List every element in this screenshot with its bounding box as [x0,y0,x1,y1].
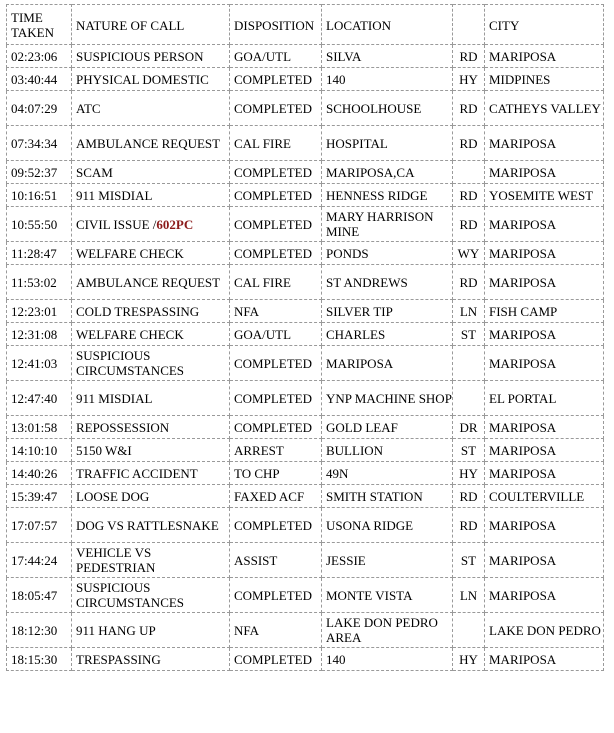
cell-location: PONDS [322,242,453,265]
table-row [7,184,604,207]
cell-city: MARIPOSA [485,126,604,161]
cell-nature: DOG VS RATTLESNAKE [72,508,230,543]
table-row [7,462,604,485]
cell-disposition: COMPLETED [230,242,322,265]
cell-nature: SUSPICIOUS CIRCUMSTANCES [72,578,230,613]
cell-suffix: DR [453,416,485,439]
cell-suffix: RD [453,508,485,543]
cell-city: MARIPOSA [485,648,604,671]
cell-suffix: HY [453,68,485,91]
table-row [7,265,604,300]
cell-location: SILVER TIP [322,300,453,323]
cell-nature: SCAM [72,161,230,184]
table-row [7,45,604,68]
cell-disposition: COMPLETED [230,578,322,613]
cell-time: 12:47:40 [7,381,72,416]
cell-location: MARY HARRISON MINE [322,207,453,242]
cell-disposition: COMPLETED [230,381,322,416]
cell-city: MARIPOSA [485,439,604,462]
table-row [7,91,604,126]
cell-suffix [453,381,485,416]
cell-suffix: LN [453,578,485,613]
cell-location: GOLD LEAF [322,416,453,439]
cell-time: 15:39:47 [7,485,72,508]
cell-disposition: GOA/UTL [230,323,322,346]
header-time: TIME TAKEN [7,5,72,45]
cell-time: 03:40:44 [7,68,72,91]
cell-disposition: ARREST [230,439,322,462]
call-log-table [6,4,604,671]
cell-city: COULTERVILLE [485,485,604,508]
header-location: LOCATION [322,5,453,45]
cell-time: 04:07:29 [7,91,72,126]
cell-location: MARIPOSA,CA [322,161,453,184]
cell-city: MARIPOSA [485,543,604,578]
cell-suffix: RD [453,485,485,508]
cell-suffix: WY [453,242,485,265]
cell-city: MARIPOSA [485,578,604,613]
cell-suffix: LN [453,300,485,323]
cell-time: 18:05:47 [7,578,72,613]
cell-city: MIDPINES [485,68,604,91]
cell-disposition: COMPLETED [230,346,322,381]
cell-disposition: COMPLETED [230,416,322,439]
cell-location: 140 [322,648,453,671]
table-row [7,416,604,439]
cell-disposition: GOA/UTL [230,45,322,68]
cell-nature: 911 MISDIAL [72,381,230,416]
cell-suffix [453,613,485,648]
cell-disposition: NFA [230,300,322,323]
table-row [7,381,604,416]
cell-location: SMITH STATION [322,485,453,508]
cell-nature: COLD TRESPASSING [72,300,230,323]
cell-city: CATHEYS VALLEY [485,91,604,126]
cell-nature: WELFARE CHECK [72,323,230,346]
cell-location: USONA RIDGE [322,508,453,543]
cell-city: MARIPOSA [485,45,604,68]
cell-nature: 5150 W&I [72,439,230,462]
cell-location: 140 [322,68,453,91]
cell-nature: TRAFFIC ACCIDENT [72,462,230,485]
cell-nature [72,207,230,242]
table-row [7,578,604,613]
cell-disposition: CAL FIRE [230,265,322,300]
cell-disposition: COMPLETED [230,91,322,126]
cell-city: MARIPOSA [485,323,604,346]
cell-city: LAKE DON PEDRO [485,613,604,648]
table-row [7,68,604,91]
table-row [7,346,604,381]
table-row [7,300,604,323]
cell-suffix: ST [453,439,485,462]
cell-location: SCHOOLHOUSE [322,91,453,126]
cell-disposition: ASSIST [230,543,322,578]
cell-nature: VEHICLE VS PEDESTRIAN [72,543,230,578]
cell-nature: TRESPASSING [72,648,230,671]
cell-disposition: FAXED ACF [230,485,322,508]
penal-code-label: 602PC [156,216,194,232]
cell-suffix [453,346,485,381]
cell-time: 12:31:08 [7,323,72,346]
cell-time: 02:23:06 [7,45,72,68]
table-row [7,543,604,578]
table-row [7,508,604,543]
cell-time: 17:44:24 [7,543,72,578]
cell-disposition: COMPLETED [230,184,322,207]
cell-disposition: TO CHP [230,462,322,485]
header-city: CITY [485,5,604,45]
cell-suffix: RD [453,207,485,242]
cell-disposition: COMPLETED [230,648,322,671]
nature-text: CIVIL ISSUE / [76,216,157,232]
cell-time: 07:34:34 [7,126,72,161]
cell-city: MARIPOSA [485,242,604,265]
cell-suffix: RD [453,184,485,207]
cell-disposition: COMPLETED [230,207,322,242]
cell-disposition: COMPLETED [230,68,322,91]
cell-location: 49N [322,462,453,485]
cell-time: 17:07:57 [7,508,72,543]
cell-nature: 911 HANG UP [72,613,230,648]
table-row [7,242,604,265]
cell-nature: ATC [72,91,230,126]
cell-location: BULLION [322,439,453,462]
table-row [7,126,604,161]
cell-disposition: COMPLETED [230,161,322,184]
cell-city: MARIPOSA [485,161,604,184]
cell-location: JESSIE [322,543,453,578]
cell-nature: WELFARE CHECK [72,242,230,265]
table-row [7,207,604,242]
cell-disposition: NFA [230,613,322,648]
cell-nature: REPOSSESSION [72,416,230,439]
table-row [7,613,604,648]
header-nature: NATURE OF CALL [72,5,230,45]
cell-disposition: CAL FIRE [230,126,322,161]
cell-location: YNP MACHINE SHOP [322,381,453,416]
cell-time: 09:52:37 [7,161,72,184]
cell-time: 11:28:47 [7,242,72,265]
header-disposition: DISPOSITION [230,5,322,45]
cell-suffix: ST [453,543,485,578]
cell-time: 12:23:01 [7,300,72,323]
cell-suffix: RD [453,45,485,68]
table-row [7,648,604,671]
cell-nature: SUSPICIOUS CIRCUMSTANCES [72,346,230,381]
table-row [7,485,604,508]
cell-suffix: RD [453,91,485,126]
header-row [7,5,604,45]
cell-time: 11:53:02 [7,265,72,300]
cell-location: ST ANDREWS [322,265,453,300]
cell-nature: LOOSE DOG [72,485,230,508]
cell-location: HENNESS RIDGE [322,184,453,207]
cell-city: MARIPOSA [485,265,604,300]
cell-nature: 911 MISDIAL [72,184,230,207]
cell-location: CHARLES [322,323,453,346]
cell-city: FISH CAMP [485,300,604,323]
cell-suffix [453,161,485,184]
cell-location: MARIPOSA [322,346,453,381]
cell-suffix: HY [453,462,485,485]
header-suffix [453,5,485,45]
cell-suffix: ST [453,323,485,346]
cell-city: YOSEMITE WEST [485,184,604,207]
cell-suffix: HY [453,648,485,671]
cell-time: 10:55:50 [7,207,72,242]
cell-suffix: RD [453,265,485,300]
cell-city: MARIPOSA [485,346,604,381]
cell-city: MARIPOSA [485,207,604,242]
cell-time: 18:15:30 [7,648,72,671]
cell-location: MONTE VISTA [322,578,453,613]
table-row [7,439,604,462]
cell-nature: SUSPICIOUS PERSON [72,45,230,68]
cell-location: LAKE DON PEDRO AREA [322,613,453,648]
cell-time: 12:41:03 [7,346,72,381]
cell-time: 14:10:10 [7,439,72,462]
cell-nature: AMBULANCE REQUEST [72,126,230,161]
cell-city: MARIPOSA [485,462,604,485]
cell-time: 14:40:26 [7,462,72,485]
cell-location: HOSPITAL [322,126,453,161]
cell-time: 10:16:51 [7,184,72,207]
cell-time: 13:01:58 [7,416,72,439]
cell-location: SILVA [322,45,453,68]
cell-nature: AMBULANCE REQUEST [72,265,230,300]
cell-suffix: RD [453,126,485,161]
cell-city: EL PORTAL [485,381,604,416]
cell-city: MARIPOSA [485,508,604,543]
table-row [7,161,604,184]
cell-city: MARIPOSA [485,416,604,439]
cell-disposition: COMPLETED [230,508,322,543]
cell-nature: PHYSICAL DOMESTIC [72,68,230,91]
cell-time: 18:12:30 [7,613,72,648]
table-row [7,323,604,346]
